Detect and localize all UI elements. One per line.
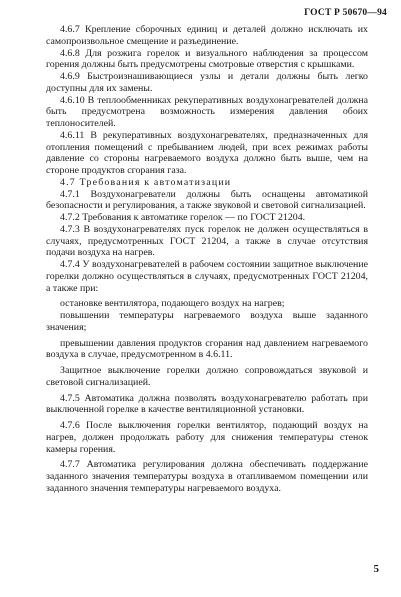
paragraph-4-7-4: 4.7.4 У воздухонагревателей в рабочем состоянии защитное выключение горелки должно осуществляться в случаях, предусмотренных ГОСТ 21204, а также при: bbox=[46, 259, 368, 294]
paragraph-4-7-2: 4.7.2 Требования к автоматике горелок — по ГОСТ 21204. bbox=[60, 212, 306, 223]
paragraph-4-7-6: 4.7.6 После выключения горелки вентилятор, подающий воздух на нагрев, должен продолжать работу для снижения температуры стенок камеры горения. bbox=[46, 420, 368, 455]
paragraph-4-7-7: 4.7.7 Автоматика регулирования должна обеспечивать поддержание заданного значения температуры воздуха в отапливаемом помещении или заданного значения температуры нагреваемого воздуха. bbox=[46, 459, 368, 494]
paragraph-4-6-11: 4.6.11 В рекуперативных воздухонагревателях, предназначенных для отопления помещений с пребыванием людей, при всех режимах работы давление со стороны нагреваемого воздуха должно быть выше, чем на стороне продуктов сгорания газа. bbox=[46, 129, 368, 176]
paragraph-4-6-9: 4.6.9 Быстроизнашивающиеся узлы и детали должны быть легко доступны для их замены. bbox=[46, 71, 368, 94]
document-body bbox=[46, 24, 368, 495]
paragraph-4-6-7: 4.6.7 Крепление сборочных единиц и деталей должно исключать их самопроизвольное смещение и разъединение. bbox=[46, 24, 368, 47]
page-number: 5 bbox=[373, 563, 379, 575]
list-item-temperature-rise: повышении температуры нагреваемого воздуха выше заданного значения; bbox=[46, 310, 368, 333]
paragraph-4-6-10: 4.6.10 В теплообменниках рекуперативных воздухонагревателей должна быть предусмотрена возможность измерения давления обоих теплоносителей. bbox=[46, 94, 368, 129]
paragraph-protective-shutdown: Защитное выключение горелки должно сопровождаться звуковой и световой сигнализацией. bbox=[46, 365, 368, 388]
list-item-fan-stop: остановке вентилятора, подающего воздух на нагрев; bbox=[60, 298, 285, 310]
paragraph-4-7-3: 4.7.3 В воздухонагревателях пуск горелок не должен осуществляться в случаях, предусмотренных ГОСТ 21204, а также в случае отсутствия подачи воздуха на нагрев. bbox=[46, 223, 368, 259]
list-item-pressure-excess: превышении давления продуктов сгорания над давлением нагреваемого воздуха в случае, предусмотренном в 4.6.11. bbox=[46, 337, 368, 361]
section-heading-4-7: 4.7 Требования к автоматизации bbox=[60, 176, 232, 188]
paragraph-4-7-1: 4.7.1 Воздухонагреватели должны быть оснащены автоматикой безопасности и регулирования, а также звуковой и световой сигнализацией. bbox=[46, 188, 368, 212]
paragraph-4-7-5: 4.7.5 Автоматика должна позволять воздухонагревателю работать при выключенной горелке в качестве вентиляционной установки. bbox=[46, 392, 368, 416]
page-header-standard: ГОСТ Р 50670—94 bbox=[304, 8, 387, 18]
paragraph-4-6-8: 4.6.8 Для розжига горелок и визуального наблюдения за процессом горения должны быть предусмотрены смотровые отверстия с крышками. bbox=[46, 47, 368, 71]
